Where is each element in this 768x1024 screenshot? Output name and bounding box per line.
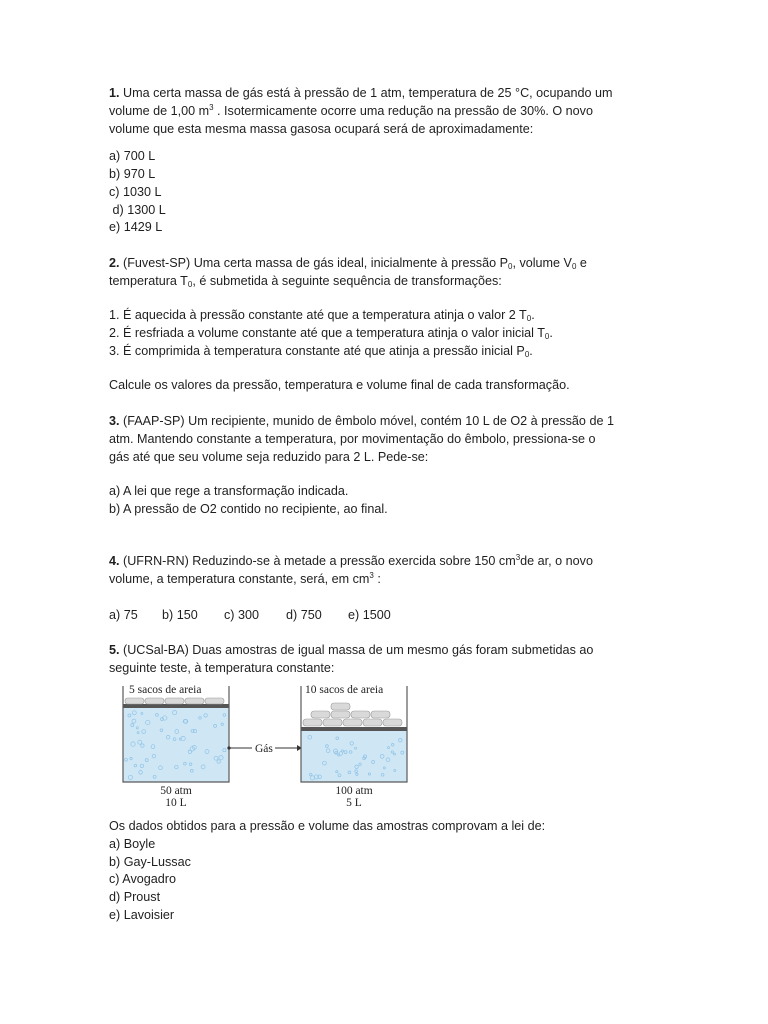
q2-instruction: Calcule os valores da pressão, temperatura e volume final de cada transformação.	[109, 378, 570, 392]
q2-text: , é submetida à seguinte sequência de transformações:	[192, 274, 502, 288]
subscript: 0	[571, 262, 577, 271]
q5-option-e: e) Lavoisier	[109, 908, 175, 922]
right-sand-bags	[303, 703, 402, 726]
q5-text: (UCSal-BA) Duas amostras de igual massa de um mesmo gás foram submetidas ao	[123, 643, 594, 657]
subscript: 0	[508, 262, 513, 271]
q4-option-c: c) 300	[224, 608, 260, 622]
q2-text: (Fuvest-SP) Uma certa massa de gás ideal, inicialmente à pressão P	[123, 256, 508, 270]
q3-line-3: gás até que seu volume seja reduzido para 2 L. Pede-se:	[109, 450, 429, 464]
q4-text: de ar, o novo	[520, 554, 593, 568]
subscript: 0	[187, 280, 193, 289]
q3-line-2: atm. Mantendo constante a temperatura, por movimentação do êmbolo, pressiona-se o	[109, 432, 596, 446]
q2-number: 2.	[109, 256, 120, 270]
subscript: 0	[524, 350, 530, 359]
q4-line-2	[109, 570, 381, 588]
superscript: 3	[369, 571, 374, 580]
right-piston	[301, 727, 407, 731]
left-piston	[123, 704, 229, 708]
q4-option-a: a) 75	[109, 608, 138, 622]
right-container	[301, 684, 407, 809]
gas-containers-figure	[109, 682, 419, 812]
q4-text: (UFRN-RN) Reduzindo-se à metade a pressão exercida sobre 150 cm	[123, 554, 516, 568]
gas-pointer-left-dot	[227, 746, 230, 749]
left-container	[123, 684, 229, 809]
q5-line-1	[109, 641, 593, 659]
q4-option-b: b) 150	[162, 608, 198, 622]
q2-line-2	[109, 272, 502, 290]
right-sandbag-label: 10 sacos de areia	[305, 684, 384, 696]
q5-number: 5.	[109, 643, 120, 657]
q3-number: 3.	[109, 414, 120, 428]
q2-step-1	[109, 306, 535, 324]
q5-option-a: a) Boyle	[109, 837, 156, 851]
q2-step-text: .	[549, 326, 553, 340]
q1-option-a: a) 700 L	[109, 149, 156, 163]
q2-text: e	[576, 256, 587, 270]
superscript: 3	[515, 553, 521, 562]
q1-number: 1.	[109, 86, 120, 100]
left-sand-bags	[125, 698, 224, 704]
q5-question: Os dados obtidos para a pressão e volume das amostras comprovam a lei de:	[109, 819, 546, 833]
right-volume-label: 5 L	[346, 797, 362, 809]
right-water	[301, 730, 407, 782]
q3-line-1	[109, 412, 614, 430]
q5-option-c: c) Avogadro	[109, 872, 176, 886]
q1-option-c: c) 1030 L	[109, 185, 162, 199]
q5-option-d: d) Proust	[109, 890, 161, 904]
left-pressure-label: 50 atm	[160, 785, 192, 797]
q3-item-a: a) A lei que rege a transformação indicada.	[109, 484, 349, 498]
subscript: 0	[526, 314, 532, 323]
q2-step-text: 2. É resfriada a volume constante até que a temperatura atinja o valor inicial T	[109, 326, 545, 340]
q1-option-b: b) 970 L	[109, 167, 156, 181]
q2-line-1	[109, 254, 587, 272]
subscript: 0	[544, 332, 550, 341]
q2-text: , volume V	[512, 256, 572, 270]
q1-line-1	[109, 84, 612, 102]
q4-text: :	[373, 572, 381, 586]
q1-option-d: d) 1300 L	[109, 203, 166, 217]
q2-text: temperatura T	[109, 274, 188, 288]
q3-item-b: b) A pressão de O2 contido no recipiente, ao final.	[109, 502, 388, 516]
q4-option-d: d) 750	[286, 608, 322, 622]
q3-text: (FAAP-SP) Um recipiente, munido de êmbolo móvel, contém 10 L de O2 à pressão de 1	[123, 414, 614, 428]
q2-step-2	[109, 324, 553, 342]
q2-step-text: .	[529, 344, 533, 358]
right-pressure-label: 100 atm	[335, 785, 373, 797]
q4-number: 4.	[109, 554, 120, 568]
q4-line-1	[109, 552, 593, 570]
q1-text: . Isotermicamente ocorre uma redução na pressão de 30%. O novo	[213, 104, 593, 118]
superscript: 3	[209, 103, 214, 112]
q4-option-e: e) 1500	[348, 608, 391, 622]
gas-label: Gás	[255, 743, 273, 755]
q2-step-text: 3. É comprimida à temperatura constante até que atinja a pressão inicial P	[109, 344, 525, 358]
q2-step-text: .	[531, 308, 535, 322]
q4-text: volume, a temperatura constante, será, em cm	[109, 572, 370, 586]
left-volume-label: 10 L	[165, 797, 187, 809]
q1-line-2	[109, 102, 593, 120]
q5-line-2: seguinte teste, à temperatura constante:	[109, 661, 335, 675]
q1-option-e: e) 1429 L	[109, 220, 163, 234]
left-sandbag-label: 5 sacos de areia	[129, 684, 202, 696]
q2-step-3	[109, 342, 533, 360]
q1-text: volume de 1,00 m	[109, 104, 210, 118]
q5-option-b: b) Gay-Lussac	[109, 855, 191, 869]
gas-label-group	[227, 743, 302, 755]
q2-step-text: 1. É aquecida à pressão constante até que a temperatura atinja o valor 2 T	[109, 308, 527, 322]
q1-text: Uma certa massa de gás está à pressão de 1 atm, temperatura de 25 °C, ocupando um	[123, 86, 613, 100]
q1-line-3: volume que esta mesma massa gasosa ocupará será de aproximadamente:	[109, 122, 534, 136]
